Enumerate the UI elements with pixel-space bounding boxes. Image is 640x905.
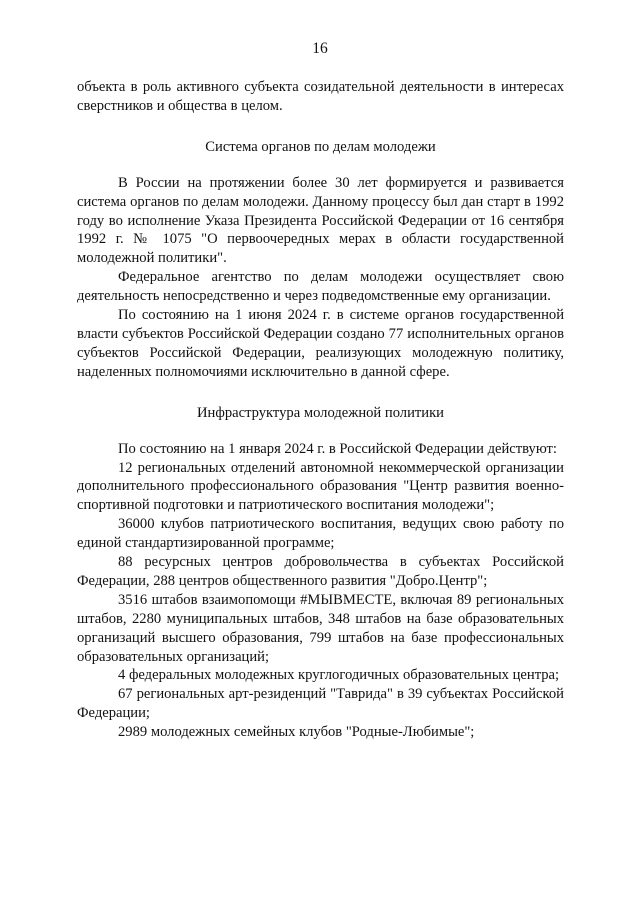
- paragraph-continuation: объекта в роль активного субъекта созидательной деятельности в интересах сверстников и общества в целом.: [77, 79, 564, 114]
- page-number: 16: [312, 40, 328, 57]
- list-item-volunteer-centers: 88 ресурсных центров добровольчества в субъектах Российской Федерации, 288 центров общественного развития "Добро.Центр";: [77, 554, 564, 589]
- list-item-regional-branches: 12 региональных отделений автономной некоммерческой организации дополнительного профессионального образования "Центр развития военно-спортивной подготовки и патриотического воспитания молодежи";: [77, 459, 564, 514]
- section-heading-youth-agencies: Система органов по делам молодежи: [205, 138, 436, 155]
- list-item-family-clubs: 2989 молодежных семейных клубов "Родные-Любимые";: [118, 724, 475, 741]
- list-item-patriotic-clubs: 36000 клубов патриотического воспитания, ведущих свою работу по единой стандартизированной программе;: [77, 516, 564, 552]
- section-heading-infrastructure: Инфраструктура молодежной политики: [197, 404, 444, 421]
- document-body: [77, 78, 564, 742]
- paragraph-history: В России на протяжении более 30 лет формируется и развивается система органов по делам молодежи. Данному процессу был дан старт в 1992 году во исполнение Указа Президента Российской Федерации от 16 сентября 1992 г. № 1075 "О первоочередных мерах в области государственной молодежной политики".: [77, 174, 564, 267]
- paragraph-intro-list: По состоянию на 1 января 2024 г. в Российской Федерации действуют:: [118, 440, 557, 457]
- list-item-mutual-aid-hq: 3516 штабов взаимопомощи #МЫВМЕСТЕ, включая 89 региональных штабов, 2280 муниципальных штабов, 348 штабов на базе образовательных организаций высшего образования, 799 штабов на базе профессиональных образовательных организаций;: [77, 591, 564, 665]
- list-item-art-residencies: 67 региональных арт-резиденций "Таврида" в 39 субъектах Российской Федерации;: [77, 686, 564, 722]
- paragraph-federal-agency: Федеральное агентство по делам молодежи осуществляет свою деятельность непосредственно и через подведомственные ему организации.: [77, 269, 564, 305]
- list-item-educational-centers: 4 федеральных молодежных круглогодичных образовательных центра;: [118, 667, 560, 684]
- paragraph-regional-bodies: По состоянию на 1 июня 2024 г. в системе органов государственной власти субъектов Российской Федерации создано 77 исполнительных органов субъектов Российской Федерации, реализующих молодежную политику, наделенных полномочиями исключительно в данной сфере.: [77, 307, 564, 380]
